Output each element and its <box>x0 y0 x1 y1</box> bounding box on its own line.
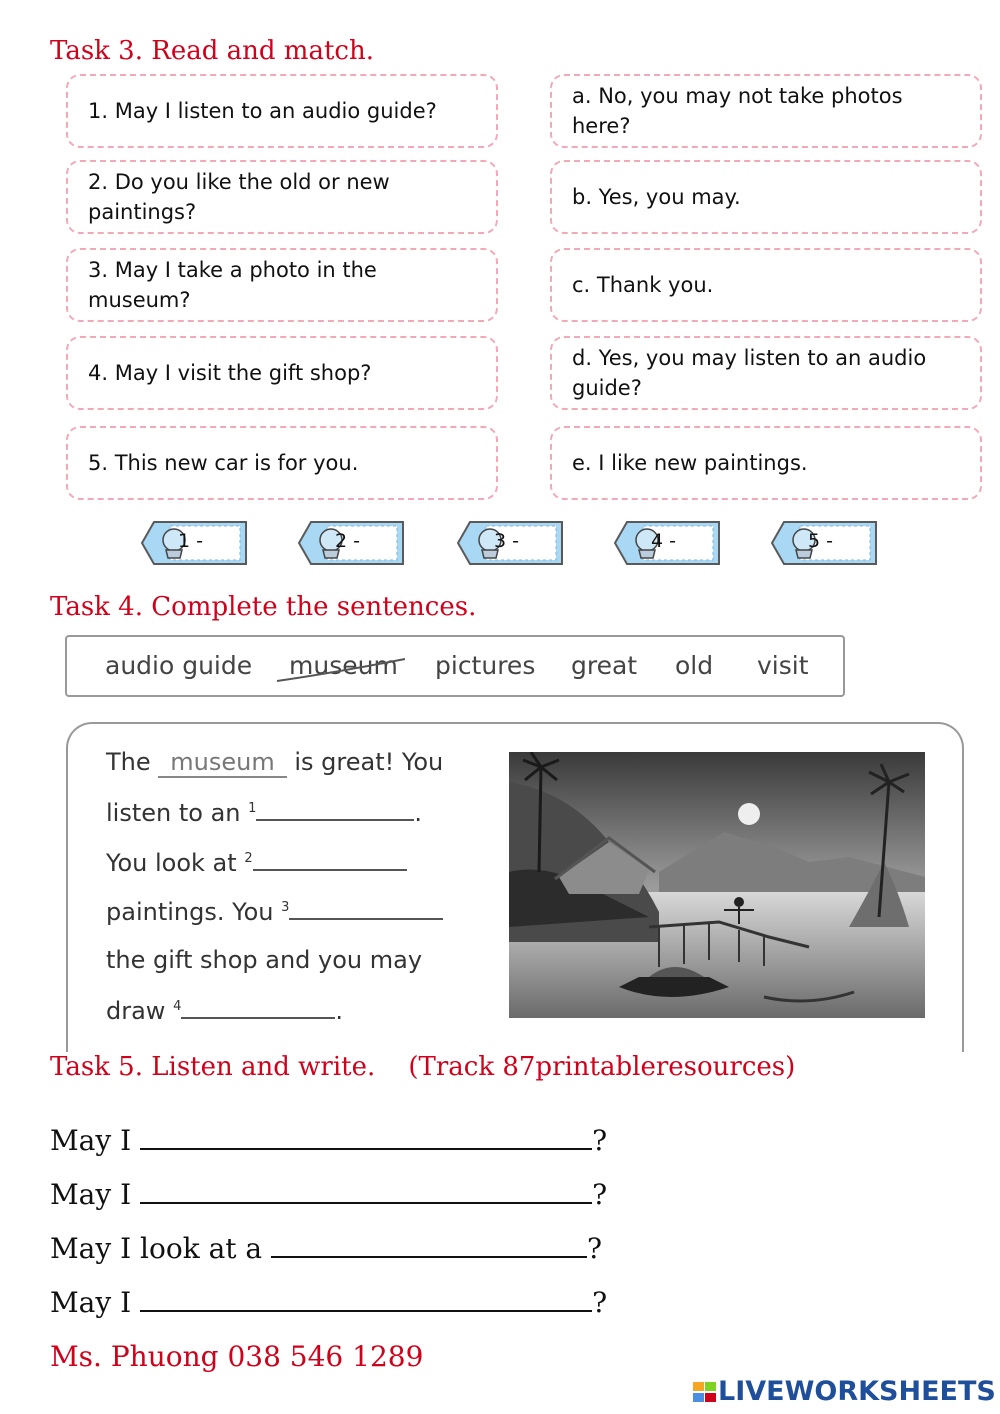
answer-tag-3 <box>456 520 564 564</box>
answer-card-b <box>550 160 982 234</box>
sentence-line-1 <box>106 748 443 778</box>
write-suffix: ? <box>592 1178 608 1211</box>
write-line-4 <box>50 1286 607 1319</box>
answer-tag-input[interactable] <box>651 528 713 554</box>
question-text: museum? <box>88 288 191 312</box>
question-card-1 <box>66 74 498 148</box>
write-prefix: May I <box>50 1286 132 1319</box>
question-card-5 <box>66 426 498 500</box>
sentence-line-3 <box>106 847 407 877</box>
answer-tag-input[interactable] <box>178 528 240 554</box>
answer-text: b. Yes, you may. <box>572 185 741 209</box>
answer-tag-2 <box>297 520 405 564</box>
answer-card-d <box>550 336 982 410</box>
blank-number: 1 <box>248 801 257 816</box>
river-village-painting <box>509 752 925 1018</box>
write-prefix: May I <box>50 1124 132 1157</box>
sentence-text: You look at <box>106 849 237 877</box>
question-text: 1. May I listen to an audio guide? <box>88 99 437 123</box>
sentence-line-4 <box>106 896 443 926</box>
word-bank-item: great <box>571 651 638 680</box>
answer-tag-5 <box>770 520 878 564</box>
word-bank-item-crossed: museum <box>289 651 398 680</box>
answer-blank-2[interactable] <box>253 847 407 871</box>
sentence-text: the gift shop and you may <box>106 946 423 974</box>
word-bank <box>65 635 845 697</box>
question-text: 4. May I visit the gift shop? <box>88 361 372 385</box>
question-text: 3. May I take a photo in the <box>88 258 377 282</box>
word-bank-item: audio guide <box>105 651 253 680</box>
question-text: 5. This new car is for you. <box>88 451 359 475</box>
answer-blank-1[interactable] <box>256 797 414 821</box>
task4-title: Task 4. Complete the sentences. <box>50 592 477 622</box>
write-prefix: May I look at a <box>50 1232 263 1265</box>
word-bank-item: old <box>675 651 714 680</box>
task3-title: Task 3. Read and match. <box>50 36 374 66</box>
write-suffix: ? <box>587 1232 603 1265</box>
word-bank-item: visit <box>757 651 809 680</box>
answer-tag-input[interactable] <box>335 528 397 554</box>
write-line-3 <box>50 1232 602 1265</box>
blank-number: 3 <box>281 900 290 915</box>
write-blank-1[interactable] <box>140 1124 592 1150</box>
example-answer: museum <box>158 748 286 778</box>
logo-grid-icon <box>692 1380 718 1404</box>
question-card-2 <box>66 160 498 234</box>
track-label: (Track 87printableresources) <box>408 1052 796 1082</box>
strikethrough-line <box>273 655 409 685</box>
answer-tag-1 <box>140 520 248 564</box>
question-card-4 <box>66 336 498 410</box>
answer-tag-input[interactable] <box>808 528 870 554</box>
write-line-2 <box>50 1178 607 1211</box>
answer-blank-4[interactable] <box>181 995 335 1019</box>
word-bank-item: pictures <box>435 651 536 680</box>
write-line-1 <box>50 1124 607 1157</box>
question-text: paintings? <box>88 200 197 224</box>
answer-text: e. I like new paintings. <box>572 451 808 475</box>
answer-blank-3[interactable] <box>289 896 443 920</box>
answer-card-e <box>550 426 982 500</box>
answer-tag-4 <box>613 520 721 564</box>
answer-text: guide? <box>572 376 642 400</box>
answer-card-a <box>550 74 982 148</box>
answer-card-c <box>550 248 982 322</box>
write-blank-4[interactable] <box>140 1286 592 1312</box>
sentence-text: is great! You <box>294 748 444 776</box>
task5-title <box>50 1052 795 1082</box>
write-prefix: May I <box>50 1178 132 1211</box>
sentence-text: paintings. You <box>106 898 274 926</box>
logo-text: LIVEWORKSHEETS <box>718 1376 996 1407</box>
task5-title-text: Task 5. Listen and write. <box>50 1052 376 1082</box>
blank-number: 2 <box>244 851 253 866</box>
sentence-text: . <box>414 799 423 827</box>
write-suffix: ? <box>592 1286 608 1319</box>
write-blank-3[interactable] <box>271 1232 587 1258</box>
answer-text: a. No, you may not take photos here? <box>572 84 903 138</box>
sentence-text: . <box>335 997 343 1025</box>
write-suffix: ? <box>592 1124 608 1157</box>
sentence-text: listen to an <box>106 799 241 827</box>
liveworksheets-logo <box>692 1376 996 1407</box>
sentence-line-5 <box>106 946 422 974</box>
sentence-line-6 <box>106 995 343 1025</box>
sentence-text: The <box>106 748 151 776</box>
question-text: 2. Do you like the old or new <box>88 170 390 194</box>
question-card-3 <box>66 248 498 322</box>
answer-text: d. Yes, you may listen to an audio <box>572 346 927 370</box>
sentence-line-2 <box>106 797 422 827</box>
sentence-text: draw <box>106 997 166 1025</box>
teacher-contact: Ms. Phuong 038 546 1289 <box>50 1340 424 1373</box>
write-blank-2[interactable] <box>140 1178 592 1204</box>
answer-tag-input[interactable] <box>494 528 556 554</box>
answer-text: c. Thank you. <box>572 273 714 297</box>
blank-number: 4 <box>173 999 182 1014</box>
